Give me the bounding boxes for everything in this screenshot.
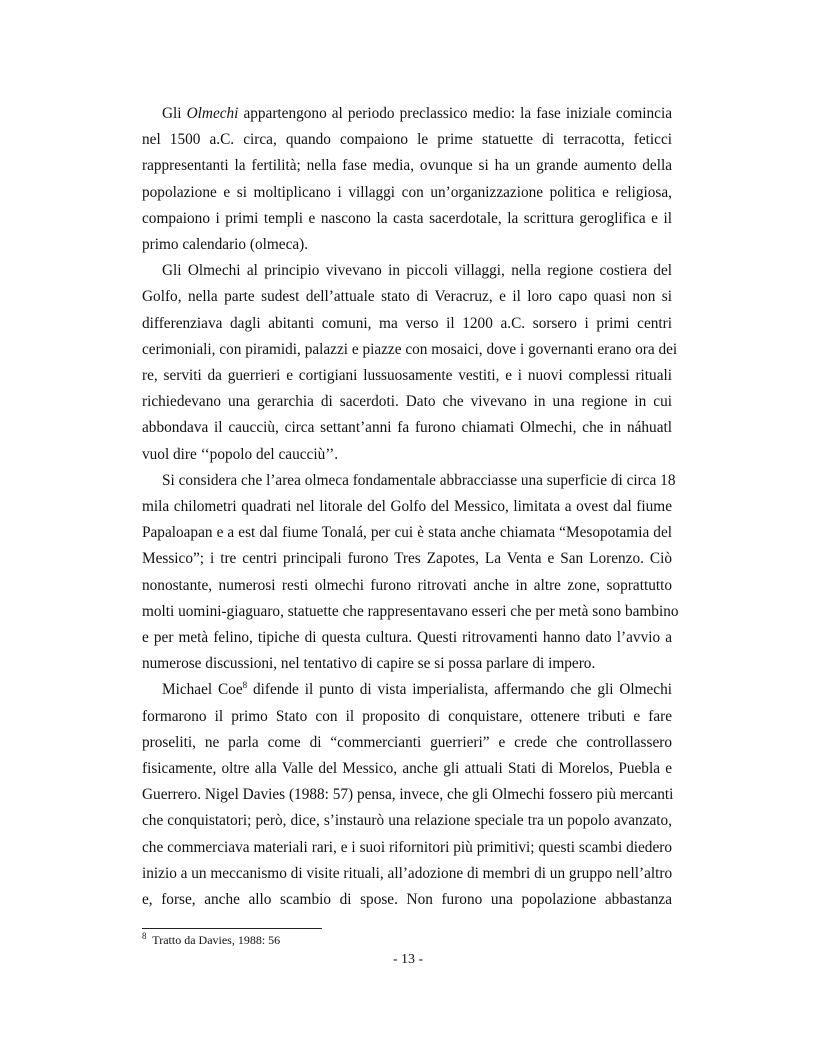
text-line: Si considera che l’area olmeca fondamentale abbracciasse una superficie di circa 18 xyxy=(162,471,676,489)
text-run: difende il punto di vista imperialista, affermando che gli Olmechi xyxy=(247,681,672,699)
text-run: Gli xyxy=(162,105,187,122)
text-line xyxy=(142,101,672,127)
text-line: popolazione e si moltiplicano i villaggi con un’organizzazione politica e religiosa, xyxy=(142,183,672,201)
text-line: differenziava dagli abitanti comuni, ma verso il 1200 a.C. sorsero i primi centri xyxy=(142,314,672,332)
text-run: Michael Coe xyxy=(162,681,243,699)
paragraph-3 xyxy=(142,468,679,678)
text-line: mila chilometri quadrati nel litorale del Golfo del Messico, limitata a ovest dal fiume xyxy=(142,498,672,516)
text-line: proseliti, ne parla come di “commercianti guerrieri” e crede che controllassero xyxy=(142,733,672,751)
body-text xyxy=(142,101,679,913)
text-line: Messico”; i tre centri principali furono Tres Zapotes, La Venta e San Lorenzo. Ciò xyxy=(142,550,672,568)
text-line: Golfo, nella parte sudest dell’attuale stato di Veracruz, e il loro capo quasi non si xyxy=(142,288,672,306)
footnote-text: Tratto da Davies, 1988: 56 xyxy=(152,933,281,947)
text-run: appartengono al periodo preclassico medio: la fase iniziale comincia xyxy=(238,105,672,122)
text-line: numerose discussioni, nel tentativo di capire se si possa parlare di impero. xyxy=(142,655,596,673)
text-line: inizio a un meccanismo di visite rituali, all’adozione di membri di un gruppo nell’altro xyxy=(142,864,673,882)
text-line: e per metà felino, tipiche di questa cultura. Questi ritrovamenti hanno dato l’avvio a xyxy=(142,629,672,647)
text-line: e, forse, anche allo scambio di spose. Non furono una popolazione abbastanza xyxy=(142,891,672,909)
paragraph-4 xyxy=(142,677,672,913)
text-line: richiedevano una gerarchia di sacerdoti. Dato che vivevano in una regione in cui xyxy=(142,393,672,411)
text-line: Papaloapan e a est dal fiume Tonalá, per cui è stata anche chiamata “Mesopotamia del xyxy=(142,524,672,542)
page-number: - 13 - xyxy=(392,952,424,967)
paragraph-1 xyxy=(142,101,672,258)
text-line: compaiono i primi templi e nascono la casta sacerdotale, la scrittura geroglifica e il xyxy=(142,209,672,227)
footnote xyxy=(142,932,280,948)
text-line: molti uomini-giaguaro, statuette che rappresentavano esseri che per metà sono bambino xyxy=(142,602,679,620)
footnote-marker: 8 xyxy=(142,931,147,941)
text-line: re, serviti da guerrieri e cortigiani lussuosamente vestiti, e i nuovi complessi rituali xyxy=(142,367,672,385)
text-line xyxy=(142,677,672,703)
text-line: Gli Olmechi al principio vivevano in piccoli villaggi, nella regione costiera del xyxy=(162,262,672,280)
text-line: Guerrero. Nigel Davies (1988: 57) pensa, invece, che gli Olmechi fossero più mercanti xyxy=(142,786,674,804)
text-line: vuol dire ‘‘popolo del caucciù’’. xyxy=(142,445,339,463)
text-line: nel 1500 a.C. circa, quando compaiono le prime statuette di terracotta, feticci xyxy=(142,131,672,149)
italic-term: Olmechi xyxy=(186,105,239,122)
text-line: cerimoniali, con piramidi, palazzi e piazze con mosaici, dove i governanti erano ora dei xyxy=(142,340,678,358)
text-line: primo calendario (olmeca). xyxy=(142,236,309,254)
text-line: fisicamente, oltre alla Valle del Messico, anche gli attuali Stati di Morelos, Puebla e xyxy=(142,760,672,778)
text-line: formarono il primo Stato con il proposito di conquistare, ottenere tributi e fare xyxy=(142,707,672,725)
footnote-separator xyxy=(142,928,322,929)
text-line: che commerciava materiali rari, e i suoi rifornitori più primitivi; questi scambi diedero xyxy=(142,838,672,856)
paragraph-2 xyxy=(142,258,678,468)
text-line: che conquistatori; però, dice, s’instaurò una relazione speciale tra un popolo avanzato, xyxy=(142,812,672,830)
text-line: nonostante, numerosi resti olmechi furono ritrovati anche in altre zone, soprattutto xyxy=(142,576,672,594)
text-line: abbondava il caucciù, circa settant’anni fa furono chiamati Olmechi, che in náhuatl xyxy=(142,419,672,437)
footnote-reference[interactable]: 8 xyxy=(242,680,248,691)
text-line: rappresentanti la fertilità; nella fase media, ovunque si ha un grande aumento della xyxy=(142,157,672,175)
